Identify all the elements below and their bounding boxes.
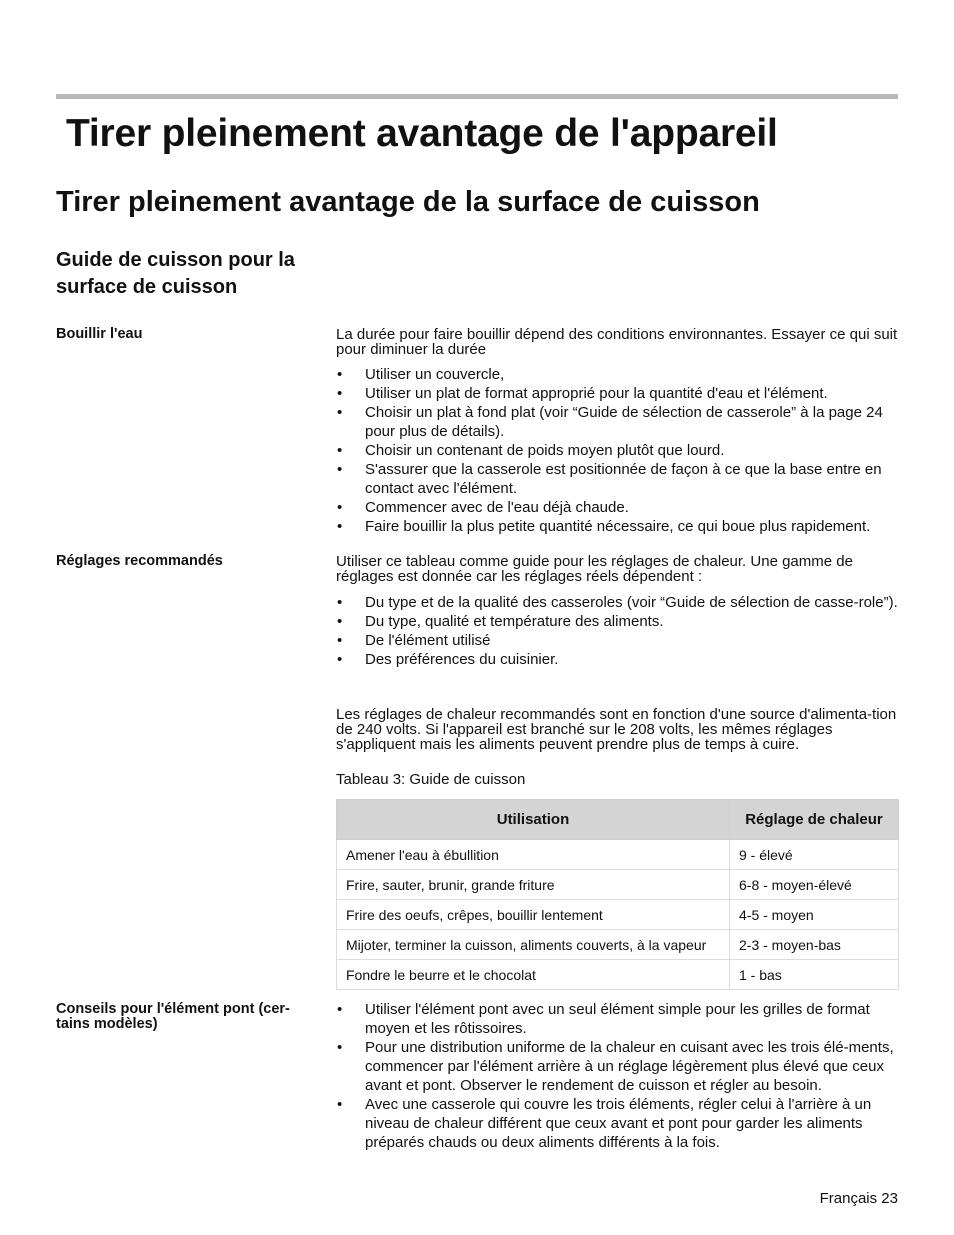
top-rule (56, 94, 898, 99)
table-row (337, 840, 899, 870)
list-item: • Du type et de la qualité des casseroles (voir “Guide de sélection de casse-role”). (337, 594, 898, 611)
list-item: • Choisir un plat à fond plat (voir “Guide de sélection de casserole” à la page 24 pour plus de détails). (337, 404, 883, 440)
list-item: • Faire bouillir la plus petite quantité nécessaire, ce qui boue plus rapidement. (337, 518, 871, 535)
list-item: • Pour une distribution uniforme de la chaleur en cuisant avec les trois élé-ments, commencer par l'élément arrière à un réglage légèrement plus élevé que ceux avant et pont. Observer le rendement de cuisson et régler au besoin. (337, 1039, 894, 1094)
table-row (337, 870, 899, 900)
settings-intro: Utiliser ce tableau comme guide pour les réglages de chaleur. Une gamme de réglages est donnée car les réglages réels dépendent : (336, 553, 853, 585)
heat-setting-cell: 6-8 - moyen-élevé (730, 870, 899, 900)
cooking-guide-table (336, 799, 899, 990)
list-item: • Commencer avec de l'eau déjà chaude. (337, 499, 629, 516)
settings-bullets (336, 593, 906, 669)
page-title: Tirer pleinement avantage de l'appareil (66, 112, 778, 155)
list-item: • S'assurer que la casserole est positionnée de façon à ce que la base entre en contact avec l'élément. (337, 461, 882, 497)
list-item: • Utiliser un plat de format approprié pour la quantité d'eau et l'élément. (337, 385, 828, 402)
settings-label: Réglages recommandés (56, 553, 223, 569)
usage-cell: Fondre le beurre et le chocolat (337, 960, 730, 990)
heat-setting-cell: 9 - élevé (730, 840, 899, 870)
list-item: • Des préférences du cuisinier. (337, 651, 559, 668)
boiling-label: Bouillir l'eau (56, 326, 143, 342)
table-row (337, 960, 899, 990)
usage-cell: Frire, sauter, brunir, grande friture (337, 870, 730, 900)
bridge-label: Conseils pour l'élément pont (cer-tains modèles) (56, 1001, 290, 1032)
list-item: • Du type, qualité et température des aliments. (337, 613, 664, 630)
heat-setting-cell: 4-5 - moyen (730, 900, 899, 930)
usage-cell: Mijoter, terminer la cuisson, aliments couverts, à la vapeur (337, 930, 730, 960)
list-item: • Utiliser un couvercle, (337, 366, 505, 383)
usage-cell: Frire des oeufs, crêpes, bouillir lentement (337, 900, 730, 930)
subsection-title: Guide de cuisson pour la surface de cuisson (56, 249, 295, 298)
heat-setting-cell: 2-3 - moyen-bas (730, 930, 899, 960)
usage-cell: Amener l'eau à ébullition (337, 840, 730, 870)
page-footer: Français 23 (819, 1190, 898, 1207)
column-header-usage: Utilisation (337, 800, 730, 840)
table-caption: Tableau 3: Guide de cuisson (336, 771, 526, 788)
table-row (337, 900, 899, 930)
table-header-row (337, 800, 899, 840)
heat-setting-cell: 1 - bas (730, 960, 899, 990)
column-header-heat-setting: Réglage de chaleur (730, 800, 899, 840)
voltage-note: Les réglages de chaleur recommandés sont en fonction d'une source d'alimenta-tion de 240 volts. Si l'appareil est branché sur le 208 volts, les mêmes réglages s'appliquent mais les aliments peuvent prendre plus de temps à cuire. (336, 706, 897, 753)
list-item: • Utiliser l'élément pont avec un seul élément simple pour les grilles de format moyen et les rôtissoires. (337, 1001, 870, 1037)
list-item: • Avec une casserole qui couvre les trois éléments, régler celui à l'arrière à un niveau de chaleur différent que ceux avant et pont pour garder les aliments préparés chauds ou deux aliments différents à la fois. (337, 1096, 872, 1151)
section-title: Tirer pleinement avantage de la surface de cuisson (56, 186, 760, 218)
list-item: • De l'élément utilisé (337, 632, 491, 649)
bridge-bullets (336, 1000, 906, 1152)
boiling-bullets (336, 365, 906, 536)
table-row (337, 930, 899, 960)
list-item: • Choisir un contenant de poids moyen plutôt que lourd. (337, 442, 725, 459)
boiling-intro: La durée pour faire bouillir dépend des conditions environnantes. Essayer ce qui suit pour diminuer la durée (336, 326, 898, 358)
